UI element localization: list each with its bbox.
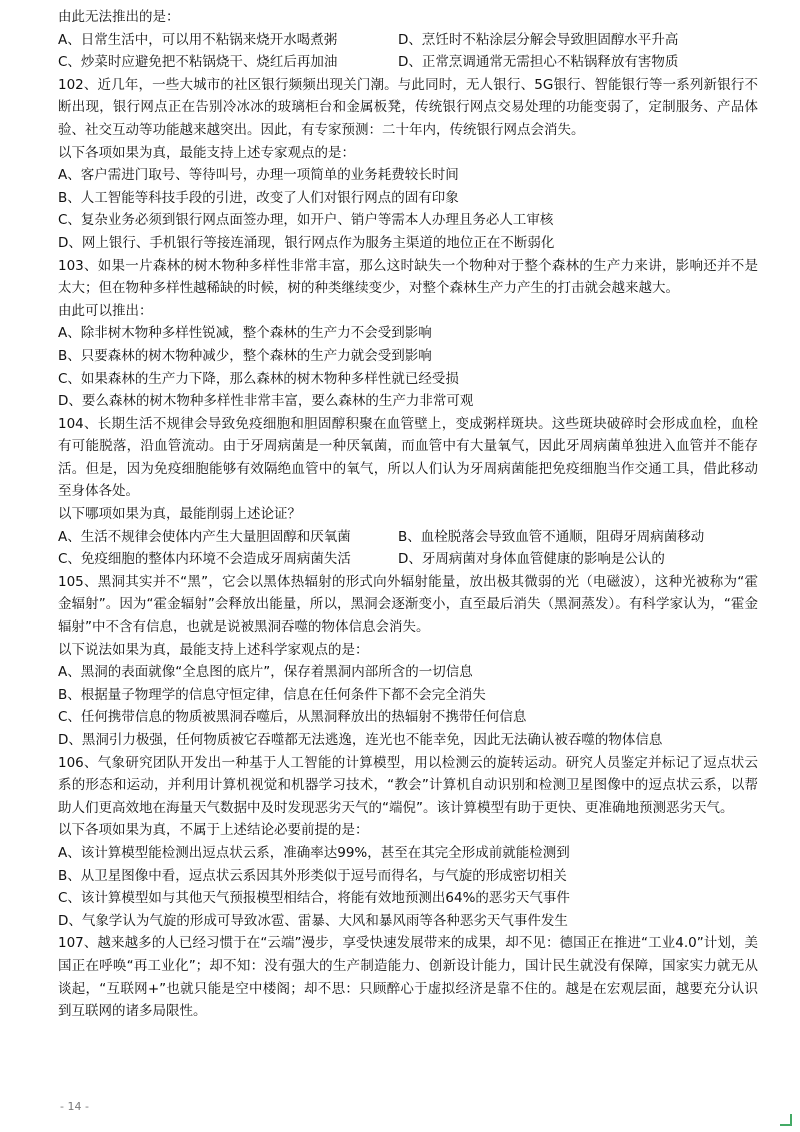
question-105-text: 105、黑洞其实并不“黑”，它会以黑体热辐射的形式向外辐射能量，放出极其微弱的光（电磁波），这种光被称为“霍金辐射”。因为“霍金辐射”会释放出能量，所以，黑洞会逐渐变小，直至最后消失（黑洞蒸发）。有科学家认为，“霍金辐射”中不含有信息，也就是说被黑洞吞噬的物体信息会消失。 xyxy=(58,573,758,636)
question-stem: 由此无法推出的是： xyxy=(58,9,180,25)
option-c: C、炒菜时应避免把不粘锅烧干、烧红后再加油 xyxy=(58,54,338,71)
option-c: C、该计算模型如与其他天气预报模型相结合，将能有效地预测出64%的恶劣天气事件 xyxy=(58,890,570,907)
option-row xyxy=(58,548,758,571)
option-d: D、牙周病菌对身体血管健康的影响是公认的 xyxy=(398,551,665,568)
option-b: B、人工智能等科技手段的引进，改变了人们对银行网点的固有印象 xyxy=(58,189,459,206)
option-a: A、黑洞的表面就像“全息图的底片”，保存着黑洞内部所含的一切信息 xyxy=(58,664,473,681)
option-a: A、除非树木物种多样性锐减，整个森林的生产力不会受到影响 xyxy=(58,325,432,342)
option-row xyxy=(58,29,758,52)
option-d: D、黑洞引力极强，任何物质被它吞噬都无法逃逸，连光也不能幸免，因此无法确认被吞噬的物体信息 xyxy=(58,732,663,748)
option-b: B、血栓脱落会导致血管不通顺，阻碍牙周病菌移动 xyxy=(398,528,705,545)
question-103-text: 103、如果一片森林的树木物种多样性非常丰富，那么这时缺失一个物种对于整个森林的生产力来讲，影响还并不是太大；但在物种多样性越稀缺的时候，树的种类继续变少，对整个森林生产力产生的打击就会越来越大。 xyxy=(58,257,758,297)
option-b: D、烹饪时不粘涂层分解会导致胆固醇水平升高 xyxy=(398,31,679,48)
question-106-text: 106、气象研究团队开发出一种基于人工智能的计算模型，用以检测云的旋转运动。研究人员鉴定并标记了逗点状云系的形态和运动，并利用计算机视觉和机器学习技术，“教会”计算机自动识别和检测卫星图像中的逗点状云系，以帮助人们更高效地在海量天气数据中及时发现恶劣天气的“端倪”。该计算模型有助于更快、更准确地预测恶劣天气。 xyxy=(58,754,758,816)
option-b: B、从卫星图像中看，逗点状云系因其外形类似于逗号而得名，与气旋的形成密切相关 xyxy=(58,867,567,884)
option-c: C、如果森林的生产力下降，那么森林的树木物种多样性就已经受损 xyxy=(58,370,459,387)
option-d: D、气象学认为气旋的形成可导致冰雹、雷暴、大风和暴风雨等各种恶劣天气事件发生 xyxy=(58,912,568,929)
option-a: A、客户需进门取号、等待叫号，办理一项简单的业务耗费较长时间 xyxy=(58,167,459,184)
question-104-text: 104、长期生活不规律会导致免疫细胞和胆固醇积聚在血管壁上，变成粥样斑块。这些斑块破碎时会形成血栓，血栓有可能脱落，沿血管流动。由于牙周病菌是一种厌氧菌，而血管中有大量氧气，因此牙周病菌单独进入血管并不能存活。但是，因为免疫细胞能够有效隔绝血管中的氧气，所以人们认为牙周病菌能把免疫细胞当作交通工具，借此移动至身体各处。 xyxy=(58,415,758,500)
question-stem: 由此可以推出： xyxy=(58,302,153,319)
option-a: A、日常生活中，可以用不粘锅来烧开水喝煮粥 xyxy=(58,31,338,48)
option-d: D、网上银行、手机银行等接连涌现，银行网点作为服务主渠道的地位正在不断弱化 xyxy=(58,234,555,251)
option-row xyxy=(58,526,758,549)
question-stem: 以下哪项如果为真，最能削弱上述论证？ xyxy=(58,506,301,523)
option-c: C、任何携带信息的物质被黑洞吞噬后，从黑洞释放出的热辐射不携带任何信息 xyxy=(58,709,527,726)
option-a: A、生活不规律会使体内产生大量胆固醇和厌氧菌 xyxy=(58,528,351,545)
option-c: C、免疫细胞的整体内环境不会造成牙周病菌失活 xyxy=(58,551,351,568)
exam-page xyxy=(58,6,758,1023)
question-stem: 以下各项如果为真，最能支持上述专家观点的是： xyxy=(58,144,355,161)
option-a: A、该计算模型能检测出逗点状云系，准确率达99%，甚至在其完全形成前就能检测到 xyxy=(58,844,570,861)
corner-mark xyxy=(780,1114,792,1126)
option-d: D、正常烹调通常无需担心不粘锅释放有害物质 xyxy=(398,54,679,71)
option-row xyxy=(58,51,758,74)
option-b: B、根据量子物理学的信息守恒定律，信息在任何条件下都不会完全消失 xyxy=(58,686,486,703)
question-stem: 以下说法如果为真，最能支持上述科学家观点的是： xyxy=(58,641,369,658)
option-b: B、只要森林的树木物种减少，整个森林的生产力就会受到影响 xyxy=(58,347,432,364)
question-stem: 以下各项如果为真，不属于上述结论必要前提的是： xyxy=(58,822,369,839)
question-107-text: 107、越来越多的人已经习惯于在“云端”漫步，享受快速发展带来的成果，却不见：德国正在推进“工业4.0”计划，美国正在呼唤“再工业化”；却不知：没有强大的生产制造能力、创新设计能力，国计民生就没有保障，国家实力就无从谈起，“互联网+”也就只能是空中楼阁；却不思：只顾醉心于虚拟经济是靠不住的。越是在宏观层面，越要充分认识到互联网的诸多局限性。 xyxy=(58,935,758,1020)
option-d: D、要么森林的树木物种多样性非常丰富，要么森林的生产力非常可观 xyxy=(58,393,474,410)
option-c: C、复杂业务必须到银行网点面签办理，如开户、销户等需本人办理且务必人工审核 xyxy=(58,212,554,229)
question-102-text: 102、近几年，一些大城市的社区银行频频出现关门潮。与此同时，无人银行、5G银行、智能银行等一系列新银行不断出现，银行网点正在告别冷冰冰的玻璃柜台和金属板凳，传统银行网点交易处理的功能变弱了，定制服务、产品体验、社交互动等功能越来越突出。因此，有专家预测：二十年内，传统银行网点会消失。 xyxy=(58,76,758,138)
page-number: - 14 - xyxy=(60,1100,89,1113)
